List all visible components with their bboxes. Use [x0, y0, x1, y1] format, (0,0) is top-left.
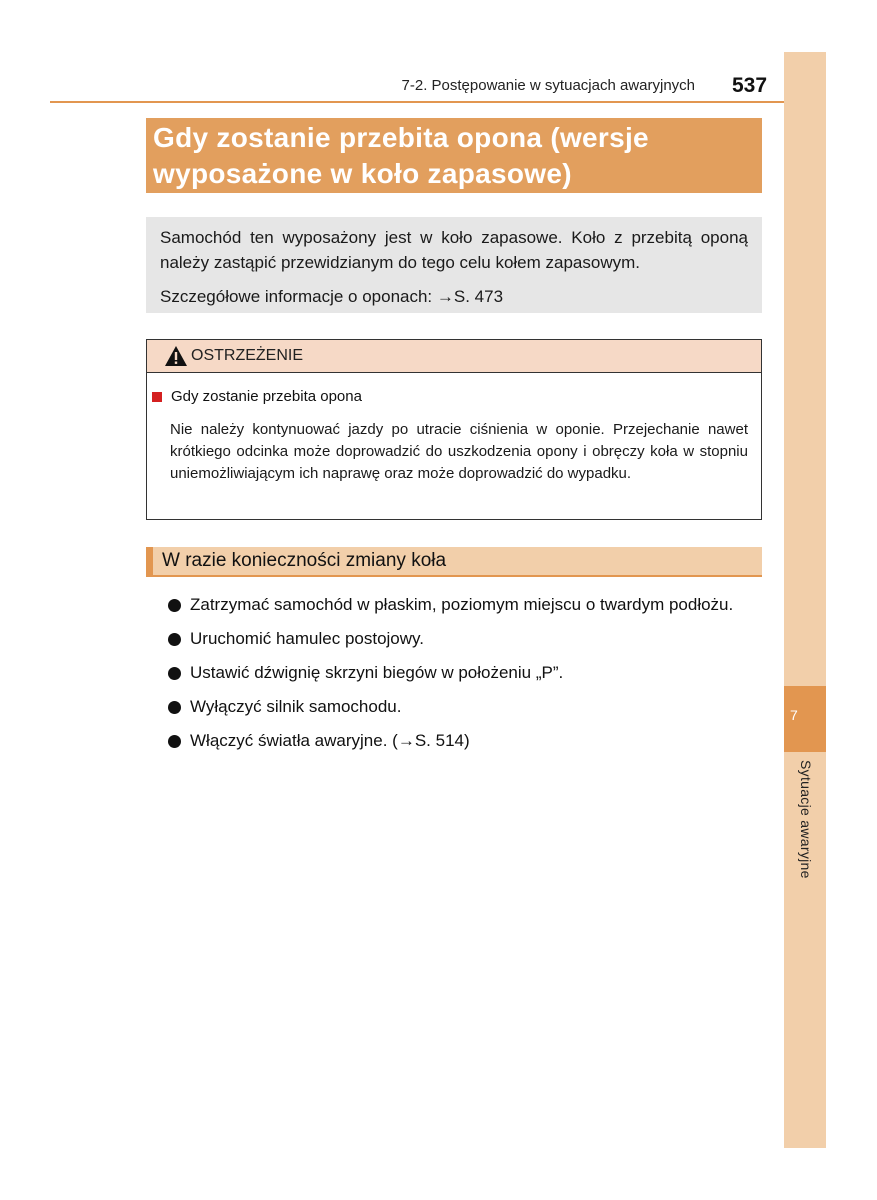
warning-subheading	[152, 388, 362, 405]
list-item	[166, 588, 733, 622]
warning-box	[146, 339, 762, 520]
running-header: 7-2. Postępowanie w sytuacjach awaryjnych	[401, 77, 695, 94]
page-title-line-2: wyposażone w koło zapasowe)	[153, 158, 572, 189]
steps-list	[166, 588, 733, 758]
warning-subtitle: Gdy zostanie przebita opona	[171, 388, 362, 405]
warning-triangle-icon	[164, 345, 188, 367]
red-square-icon	[152, 392, 162, 402]
bullet-icon	[168, 633, 181, 646]
list-item	[166, 656, 733, 690]
page-title-line-1: Gdy zostanie przebita opona (wersje	[153, 122, 649, 153]
chapter-side-tab	[784, 52, 826, 1148]
list-item-text: Włączyć światła awaryjne. (→S. 514)	[190, 731, 470, 750]
warning-header	[147, 340, 761, 373]
bullet-icon	[168, 599, 181, 612]
list-item-text: Wyłączyć silnik samochodu.	[190, 697, 402, 716]
warning-body: Nie należy kontynuować jazdy po utracie ciśnienia w oponie. Przejechanie nawet krótkiego odcinka może doprowadzić do uszkodzenia opony i obręczy koła w stopniu uniemożliwiającym ich naprawę oraz może doprowadzić do wypadku.	[170, 421, 748, 482]
page-title	[153, 120, 754, 192]
list-item-text: Uruchomić hamulec postojowy.	[190, 629, 424, 648]
section-accent-bar	[146, 547, 153, 575]
list-item	[166, 690, 733, 724]
chapter-title: Sytuacje awaryjne	[798, 760, 814, 879]
page-number: 537	[732, 74, 768, 97]
intro-reference: Szczegółowe informacje o oponach: →S. 473	[160, 287, 504, 306]
section-title: W razie konieczności zmiany koła	[162, 550, 447, 571]
intro-box	[146, 217, 762, 313]
bullet-icon	[168, 667, 181, 680]
list-item-text: Ustawić dźwignię skrzyni biegów w położeniu „P”.	[190, 663, 564, 682]
intro-text: Samochód ten wyposażony jest w koło zapasowe. Koło z przebitą oponą należy zastąpić przewidzianym do tego celu kołem zapasowym.	[160, 228, 748, 272]
list-item	[166, 724, 733, 758]
bullet-icon	[168, 701, 181, 714]
page-title-box	[146, 118, 762, 193]
header-rule	[50, 101, 784, 103]
list-item-text: Zatrzymać samochód w płaskim, poziomym miejscu o twardym podłożu.	[190, 595, 734, 614]
bullet-icon	[168, 735, 181, 748]
section-heading	[146, 547, 762, 577]
chapter-number: 7	[790, 707, 798, 723]
warning-title: OSTRZEŻENIE	[191, 347, 304, 364]
list-item	[166, 622, 733, 656]
